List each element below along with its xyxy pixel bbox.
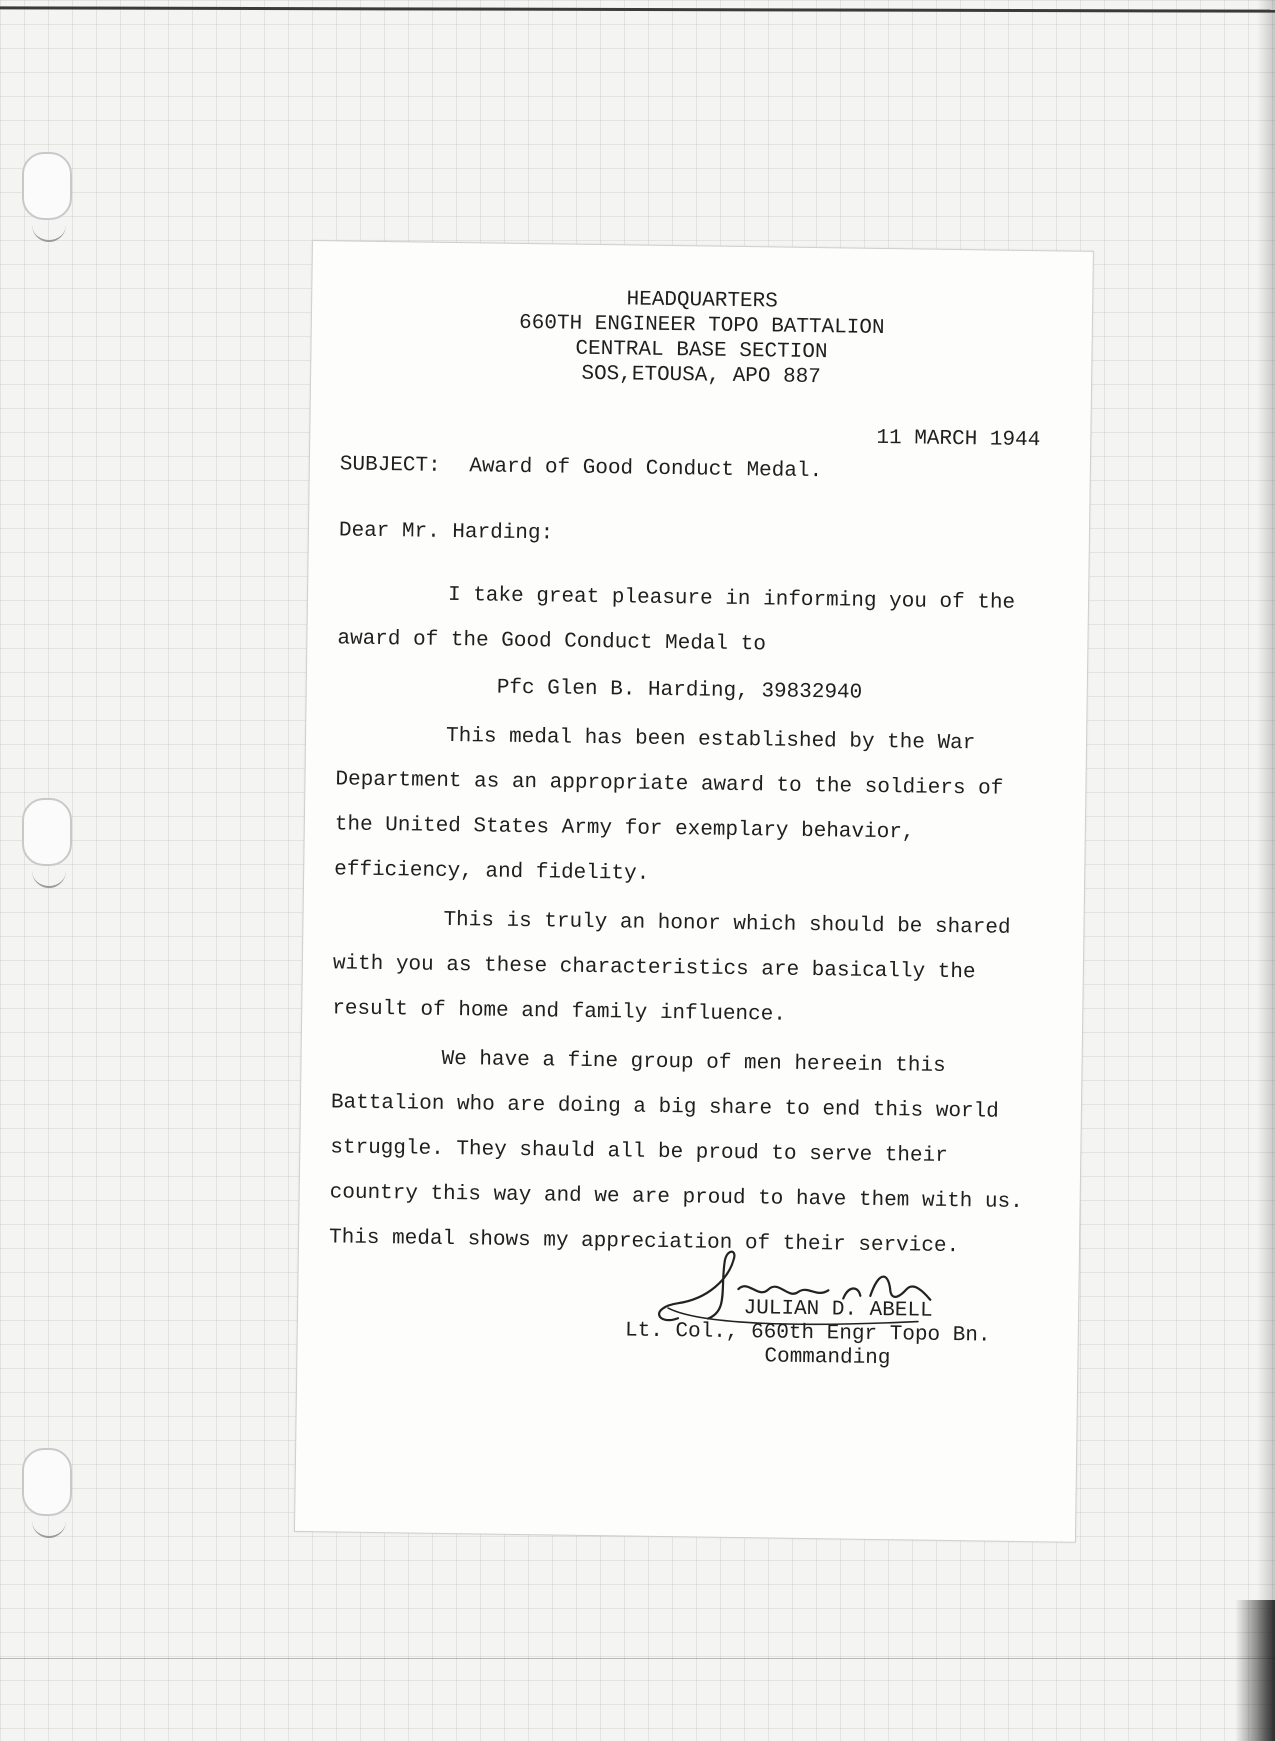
paragraph-1: I take great pleasure in informing you of the award of the Good Conduct Medal to (337, 583, 1016, 657)
letterhead (311, 283, 1092, 394)
punch-hole-top (22, 152, 72, 220)
letterhead-line-2: 660TH ENGINEER TOPO BATTALION (518, 311, 885, 341)
signer-name: JULIAN D. ABELL (743, 1297, 933, 1323)
signer-role: Commanding (764, 1345, 891, 1371)
scan-bottom-edge (0, 1658, 1275, 1659)
subject-line (340, 453, 823, 483)
recipient-line: Pfc Glen B. Harding, 39832940 (496, 676, 863, 705)
paragraph-2: This medal has been established by the War Department as an appropriate award to the soldiers of the United States Army for exemplary behavior, efficiency, and fidelity. (334, 724, 1004, 886)
letterhead-line-1: HEADQUARTERS (626, 288, 778, 314)
scan-corner-shadow (1235, 1600, 1275, 1741)
letterhead-line-3: CENTRAL BASE SECTION (575, 337, 828, 365)
punch-hole-middle (22, 798, 72, 866)
punch-hole-bottom (22, 1448, 72, 1516)
typed-letter (294, 240, 1094, 1543)
letter-date: 11 MARCH 1944 (876, 426, 1041, 453)
letterhead-line-4: SOS,ETOUSA, APO 887 (581, 362, 822, 390)
salutation: Dear Mr. Harding: (338, 519, 554, 546)
signature-block (597, 1295, 1018, 1373)
letter-body (329, 571, 1039, 1270)
scan-right-shadow (1257, 0, 1275, 1741)
paragraph-4: We have a fine group of men hereein this Battalion who are doing a big share to end this world struggle. They shauld all be proud to serve their country this way and we are proud to have them with us. This medal shows my appreciation of their service. (328, 1047, 1023, 1259)
paragraph-3: This is truly an honor which should be shared with you as these characteristics are basically the result of home and family influence. (332, 908, 1011, 1027)
subject-label: SUBJECT: (339, 453, 441, 478)
subject-text: Award of Good Conduct Medal. (469, 455, 823, 484)
handwritten-signature (638, 1248, 939, 1342)
signer-rank: Lt. Col., 660th Engr Topo Bn. (624, 1319, 991, 1348)
